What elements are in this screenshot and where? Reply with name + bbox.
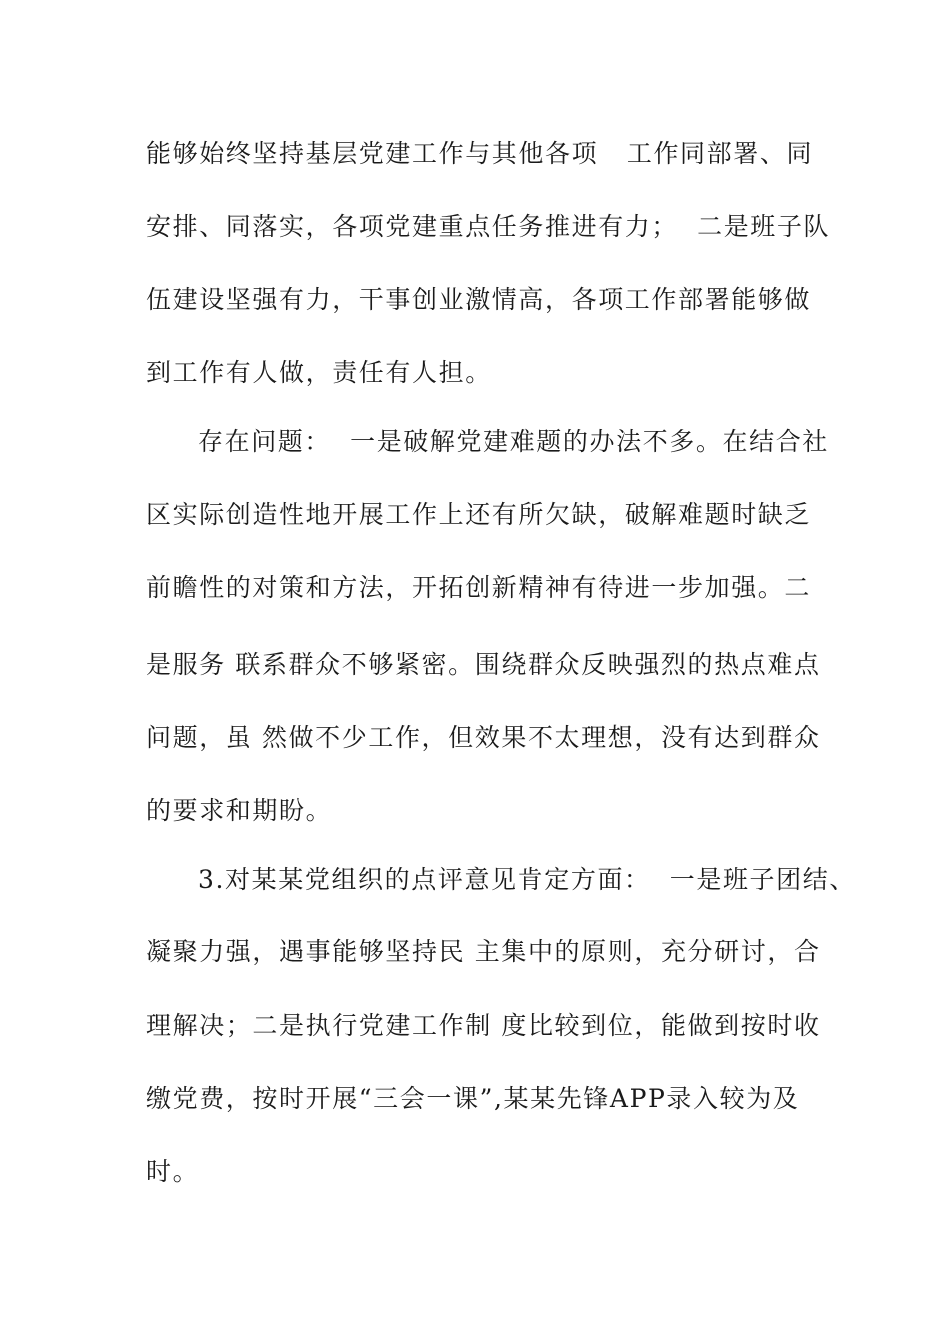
paragraph-line: 的要求和期盼。 (146, 796, 333, 825)
paragraph-line: 凝聚力强，遇事能够坚持民 主集中的原则，充分研讨，合 (146, 937, 821, 966)
paragraph-line: 3.对某某党组织的点评意见肯定方面： 一是班子团结、 (198, 865, 856, 894)
paragraph-line: 安排、同落实，各项党建重点任务推进有力； 二是班子队 (146, 212, 831, 241)
paragraph-line: 能够始终坚持基层党建工作与其他各项 工作同部署、同 (146, 139, 814, 168)
paragraph-line: 理解决；二是执行党建工作制 度比较到位，能做到按时收 (146, 1011, 821, 1040)
paragraph-line: 问题，虽 然做不少工作，但效果不太理想，没有达到群众 (146, 723, 821, 752)
paragraph-line: 前瞻性的对策和方法，开拓创新精神有待进一步加强。二 (146, 573, 812, 602)
paragraph-line: 时。 (146, 1157, 200, 1186)
paragraph-line: 区实际创造性地开展工作上还有所欠缺，破解难题时缺乏 (146, 500, 812, 529)
paragraph-line: 存在问题： 一是破解党建难题的办法不多。在结合社 (198, 427, 829, 456)
paragraph-line: 伍建设坚强有力，干事创业激情高，各项工作部署能够做 (146, 285, 812, 314)
paragraph-line: 缴党费，按时开展“三会一课”,某某先锋APP录入较为及 (146, 1084, 800, 1113)
paragraph-line: 到工作有人做，责任有人担。 (146, 358, 492, 387)
paragraph-line: 是服务 联系群众不够紧密。围绕群众反映强烈的热点难点 (146, 650, 821, 679)
